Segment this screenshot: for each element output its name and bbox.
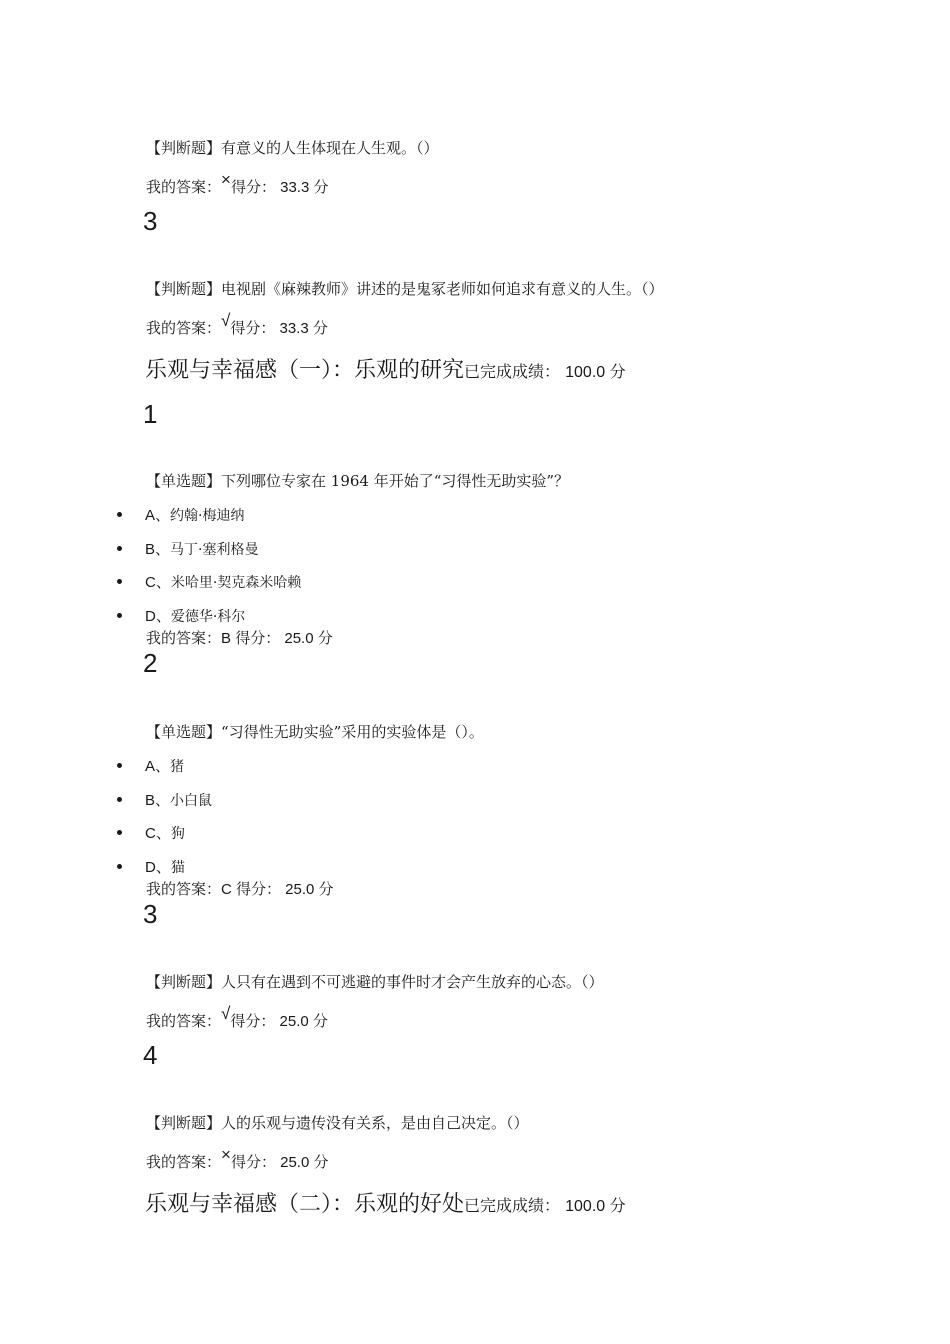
section-status (464, 362, 626, 381)
bullet-icon (117, 579, 122, 584)
option-letter: D、 (145, 859, 171, 876)
option-text: 猪 (170, 759, 185, 775)
option-c (145, 571, 301, 592)
section-heading (145, 353, 626, 384)
answer-label: 我的答案： (146, 1012, 222, 1030)
answer-label: 我的答案： (146, 319, 222, 337)
section-title: 乐观与幸福感（一）：乐观的研究 (145, 358, 465, 383)
question-number: 3 (143, 899, 158, 929)
answer-row (146, 1004, 328, 1031)
bullet-icon (117, 763, 122, 768)
option-letter: B、 (145, 541, 171, 558)
status-label: 已完成成绩： (464, 362, 561, 381)
bullet-icon (117, 864, 122, 869)
answer-label: 我的答案： (146, 1153, 222, 1171)
question-number: 4 (143, 1040, 158, 1070)
option-text: 马丁·塞利格曼 (170, 542, 259, 558)
option-text: 猫 (170, 860, 185, 876)
option-text: 米哈里·契克森米哈赖 (170, 575, 302, 591)
question-text: 【判断题】电视剧《麻辣教师》讲述的是鬼冢老师如何追求有意义的人生。（） (146, 280, 664, 298)
answer-row (146, 170, 329, 197)
bullet-icon (117, 797, 122, 802)
check-mark-icon: √ (221, 1004, 231, 1023)
answer-row (146, 878, 334, 899)
option-letter: A、 (145, 758, 171, 775)
score-text: B 得分： 25.0 分 (221, 630, 333, 647)
option-letter: D、 (145, 608, 171, 625)
question-number: 2 (143, 648, 158, 678)
section-status (464, 1196, 626, 1215)
option-b (145, 789, 212, 810)
answer-row (146, 1145, 329, 1172)
score-text: 得分： 25.0 分 (230, 1154, 329, 1171)
option-d (145, 605, 245, 626)
question-text: 【单选题】“习得性无助实验”采用的实验体是（）。 (146, 723, 484, 741)
option-text: 小白鼠 (170, 793, 213, 809)
answer-label: 我的答案： (146, 880, 222, 898)
score-text: C 得分： 25.0 分 (221, 881, 334, 898)
wrong-mark-icon: × (221, 170, 231, 189)
option-text: 约翰·梅迪纳 (170, 508, 245, 524)
option-letter: C、 (145, 574, 171, 591)
score-text: 得分： 33.3 分 (230, 320, 328, 337)
section-heading (145, 1187, 626, 1218)
wrong-mark-icon: × (221, 1145, 231, 1164)
option-c (145, 822, 185, 843)
score-text: 得分： 25.0 分 (230, 1013, 328, 1030)
answer-row (146, 311, 328, 338)
bullet-icon (117, 546, 122, 551)
score-text: 得分： 33.3 分 (230, 179, 329, 196)
option-text: 狗 (170, 826, 185, 842)
option-a (145, 755, 184, 776)
question-text: 【单选题】下列哪位专家在 1964 年开始了“习得性无助实验”？ (146, 472, 570, 490)
question-text: 【判断题】人的乐观与遗传没有关系，是由自己决定。（） (146, 1114, 529, 1132)
option-text: 爱德华·科尔 (170, 609, 246, 625)
status-value: 100.0 分 (565, 364, 626, 381)
answer-label: 我的答案： (146, 178, 222, 196)
question-text: 【判断题】有意义的人生体现在人生观。（） (146, 139, 439, 157)
option-letter: A、 (145, 507, 171, 524)
option-letter: C、 (145, 825, 171, 842)
bullet-icon (117, 512, 122, 517)
option-d (145, 856, 185, 877)
status-value: 100.0 分 (565, 1198, 626, 1215)
status-label: 已完成成绩： (464, 1196, 561, 1215)
option-letter: B、 (145, 792, 171, 809)
bullet-icon (117, 613, 122, 618)
section-title: 乐观与幸福感（二）：乐观的好处 (145, 1192, 465, 1217)
question-text: 【判断题】人只有在遇到不可逃避的事件时才会产生放弃的心态。（） (146, 973, 604, 991)
answer-row (146, 627, 333, 648)
question-number: 1 (143, 399, 158, 429)
bullet-icon (117, 830, 122, 835)
answer-label: 我的答案： (146, 629, 222, 647)
question-number: 3 (143, 206, 158, 236)
check-mark-icon: √ (221, 311, 231, 330)
option-a (145, 504, 244, 525)
option-b (145, 538, 258, 559)
